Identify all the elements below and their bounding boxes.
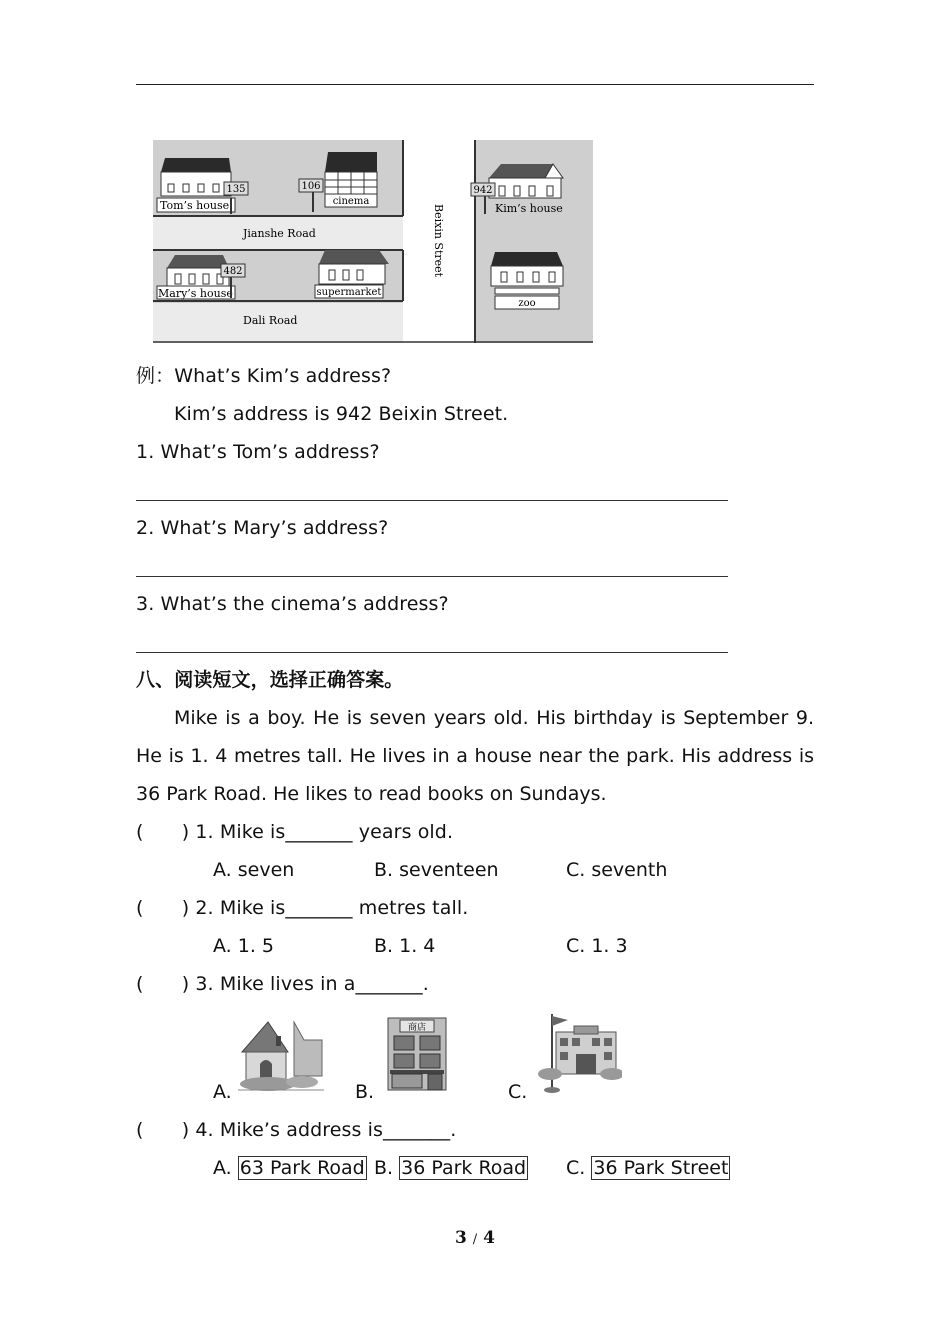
tom-house-label: Tom’s house — [160, 199, 230, 212]
q2-option-a[interactable]: A. 1. 5 — [213, 935, 274, 957]
q4-option-b[interactable] — [374, 1156, 528, 1180]
mary-house-label: Mary’s house — [158, 287, 233, 300]
cinema-number: 106 — [301, 181, 321, 192]
mc-question-4: ( ) 4. Mike’s address is_______. — [136, 1119, 457, 1141]
question-3: 3. What’s the cinema’s address? — [136, 593, 449, 615]
q3-option-a-letter[interactable]: A. — [213, 1081, 232, 1103]
shop-picture[interactable] — [384, 1012, 450, 1092]
cinema-label: cinema — [332, 196, 370, 207]
q1-option-c[interactable]: C. seventh — [566, 859, 668, 881]
zoo-label: zoo — [518, 298, 536, 309]
reading-passage: Mike is a boy. He is seven years old. His birthday is September 9. He is 1. 4 metres tall. He lives in a house near the park. His address is 36 Park Road. He likes to read books on Sundays. — [136, 707, 814, 805]
example-answer: Kim’s address is 942 Beixin Street. — [174, 403, 509, 425]
shop-sign-text: 商店 — [407, 1023, 427, 1033]
section-8-heading: 八、阅读短文，选择正确答案。 — [136, 669, 404, 691]
mc-question-3: ( ) 3. Mike lives in a_______. — [136, 973, 429, 995]
q4-option-b-text: 36 Park Road — [401, 1157, 527, 1179]
school-picture[interactable] — [536, 1010, 622, 1094]
answer-line-1[interactable] — [136, 500, 728, 501]
q4-option-b-letter: B. — [374, 1157, 394, 1179]
page-number — [0, 1228, 950, 1248]
question-1: 1. What’s Tom’s address? — [136, 441, 380, 463]
q4-option-a[interactable] — [213, 1156, 367, 1180]
zoo-building — [491, 252, 563, 309]
q3-option-b-letter[interactable]: B. — [355, 1081, 375, 1103]
jianshe-road-label: Jianshe Road — [243, 227, 316, 240]
page-separator: / — [472, 1232, 478, 1247]
q4-option-a-letter: A. — [213, 1157, 232, 1179]
tom-house-number: 135 — [226, 184, 246, 195]
mc-question-1: ( ) 1. Mike is_______ years old. — [136, 821, 454, 843]
kim-house-label: Kim’s house — [495, 202, 563, 215]
supermarket-building — [315, 250, 389, 298]
q4-option-c-letter: C. — [566, 1157, 586, 1179]
q3-option-c-letter[interactable]: C. — [508, 1081, 528, 1103]
q1-option-a[interactable]: A. seven — [213, 859, 295, 881]
answer-line-2[interactable] — [136, 576, 728, 577]
q2-option-c[interactable]: C. 1. 3 — [566, 935, 628, 957]
header-rule — [136, 84, 814, 85]
supermarket-label: supermarket — [316, 287, 382, 298]
street-map — [153, 140, 593, 343]
example-question: 例：What’s Kim’s address? — [136, 365, 392, 387]
kim-house-number: 942 — [473, 185, 493, 196]
q4-option-c-text: 36 Park Street — [593, 1157, 729, 1179]
mary-house-number: 482 — [223, 266, 243, 277]
total-pages: 4 — [483, 1228, 495, 1248]
mc-question-2: ( ) 2. Mike is_______ metres tall. — [136, 897, 469, 919]
q4-option-c[interactable] — [566, 1156, 730, 1180]
answer-line-3[interactable] — [136, 652, 728, 653]
house-picture[interactable] — [238, 1016, 324, 1094]
question-2: 2. What’s Mary’s address? — [136, 517, 389, 539]
q4-option-a-text: 63 Park Road — [239, 1157, 365, 1179]
current-page: 3 — [455, 1228, 467, 1248]
beixin-street-label: Beixin Street — [432, 204, 445, 278]
q1-option-b[interactable]: B. seventeen — [374, 859, 499, 881]
dali-road-label: Dali Road — [243, 314, 298, 327]
q2-option-b[interactable]: B. 1. 4 — [374, 935, 436, 957]
